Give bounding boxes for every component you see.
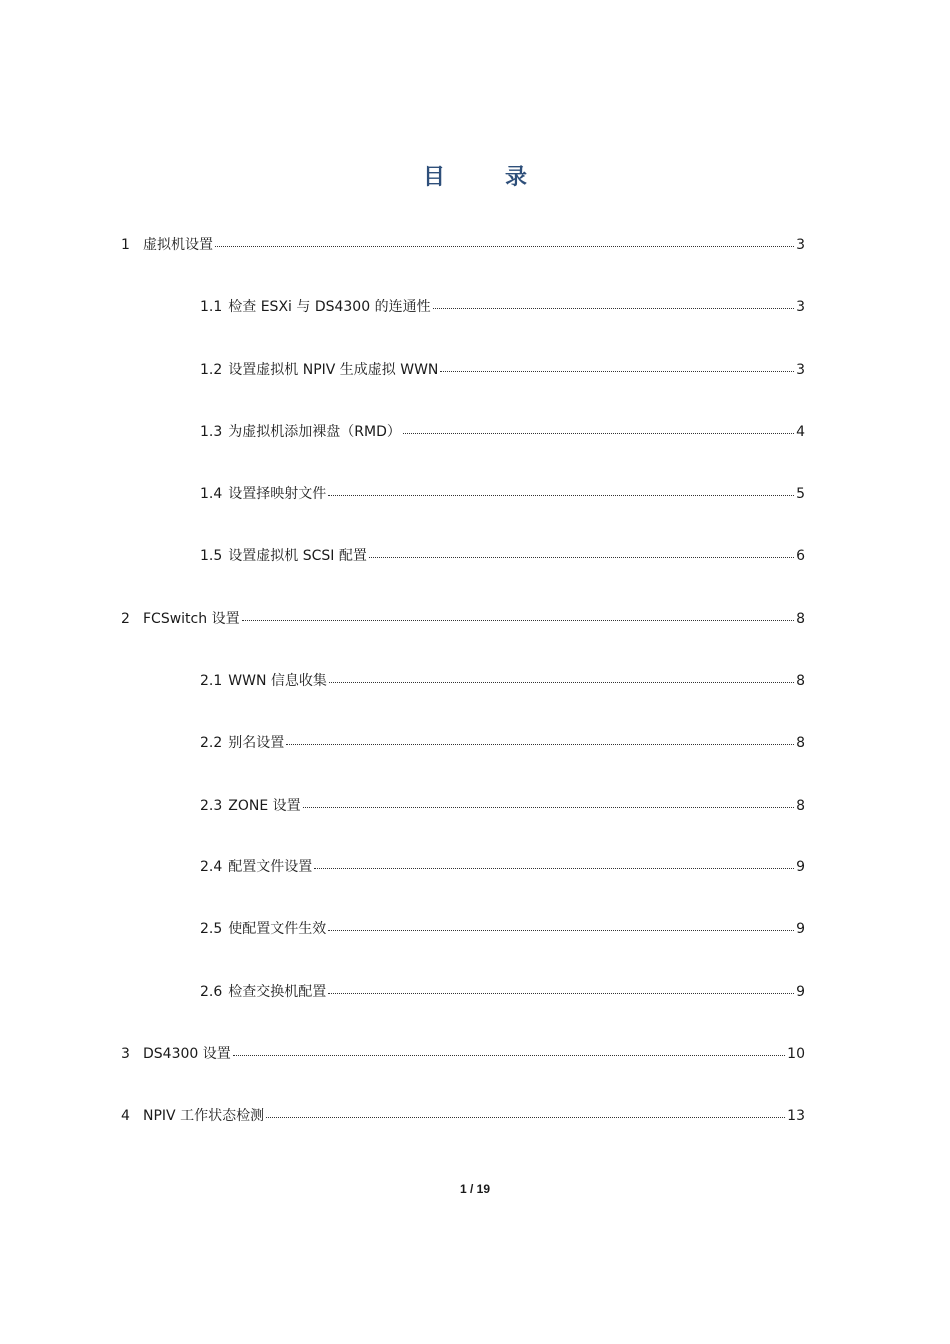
toc-entry-label: 使配置文件生效 (228, 921, 327, 937)
toc-dot-leader (266, 1117, 785, 1118)
toc-dot-leader (440, 371, 794, 372)
toc-entry-2[interactable] (121, 609, 805, 629)
toc-entry-label: WWN 信息收集 (228, 673, 327, 689)
toc-entry-number: 1.1 (200, 299, 223, 315)
toc-entry-label: 设置虚拟机 SCSI 配置 (228, 548, 367, 564)
toc-entry-page: 9 (796, 984, 805, 1000)
toc-entry-3[interactable] (121, 1044, 805, 1064)
toc-entry-label: 别名设置 (228, 735, 285, 751)
toc-dot-leader (242, 620, 795, 621)
toc-entry-2-1[interactable] (200, 671, 805, 691)
toc-entry-page: 8 (796, 611, 805, 627)
toc-dot-leader (233, 1055, 785, 1056)
toc-dot-leader (329, 682, 794, 683)
toc-entry-1-1[interactable] (200, 297, 805, 317)
toc-entry-page: 5 (796, 486, 805, 502)
toc-entry-1-3[interactable] (200, 422, 805, 442)
toc-entry-number: 1 (121, 237, 130, 253)
toc-entry-number: 2.5 (200, 921, 223, 937)
toc-entry-page: 6 (796, 548, 805, 564)
toc-entry-label: 虚拟机设置 (143, 237, 213, 253)
toc-entry-page: 8 (796, 673, 805, 689)
toc-dot-leader (403, 433, 794, 434)
toc-entry-number: 1.3 (200, 424, 223, 440)
toc-entry-number: 4 (121, 1108, 130, 1124)
toc-dot-leader (303, 807, 794, 808)
toc-entry-number: 2.3 (200, 798, 223, 814)
toc-entry-number: 1.4 (200, 486, 223, 502)
toc-entry-label: 检查 ESXi 与 DS4300 的连通性 (228, 299, 431, 315)
toc-entry-4[interactable] (121, 1106, 805, 1126)
toc-title-part-2: 录 (505, 165, 528, 190)
toc-entry-label: ZONE 设置 (228, 798, 301, 814)
toc-dot-leader (328, 495, 794, 496)
toc-entry-number: 2 (121, 611, 130, 627)
toc-entry-2-2[interactable] (200, 733, 805, 753)
toc-entry-number: 2.1 (200, 673, 223, 689)
toc-entry-number: 1.2 (200, 362, 223, 378)
toc-entry-page: 9 (796, 921, 805, 937)
toc-entry-2-4[interactable] (200, 857, 805, 877)
toc-dot-leader (328, 930, 794, 931)
toc-entry-page: 3 (796, 237, 805, 253)
toc-entry-page: 3 (796, 362, 805, 378)
toc-dot-leader (369, 557, 794, 558)
toc-dot-leader (314, 868, 794, 869)
toc-title (0, 160, 950, 191)
toc-title-part-1: 目 (422, 165, 445, 190)
toc-entry-page: 3 (796, 299, 805, 315)
toc-entry-page: 4 (796, 424, 805, 440)
toc-entry-page: 8 (796, 735, 805, 751)
page-indicator: 1 / 19 (459, 1182, 491, 1196)
toc-entry-2-6[interactable] (200, 982, 805, 1002)
toc-entry-page: 9 (796, 859, 805, 875)
toc-entry-2-5[interactable] (200, 919, 805, 939)
toc-entry-page: 13 (787, 1108, 805, 1124)
toc-entry-2-3[interactable] (200, 796, 805, 816)
toc-entry-label: FCSwitch 设置 (143, 611, 240, 627)
toc-dot-leader (433, 308, 795, 309)
toc-entry-number: 2.4 (200, 859, 223, 875)
toc-dot-leader (215, 246, 794, 247)
toc-entry-label: NPIV 工作状态检测 (143, 1108, 265, 1124)
toc-entry-label: 设置择映射文件 (228, 486, 327, 502)
toc-entry-label: 设置虚拟机 NPIV 生成虚拟 WWN (228, 362, 439, 378)
toc-entry-number: 2.2 (200, 735, 223, 751)
toc-dot-leader (286, 744, 794, 745)
toc-entry-1-5[interactable] (200, 546, 805, 566)
toc-entry-label: DS4300 设置 (143, 1046, 231, 1062)
toc-entry-page: 8 (796, 798, 805, 814)
toc-entry-1-2[interactable] (200, 360, 805, 380)
toc-dot-leader (328, 993, 794, 994)
toc-entry-label: 为虚拟机添加裸盘（RMD） (228, 424, 401, 440)
toc-entry-number: 2.6 (200, 984, 223, 1000)
toc-entry-label: 检查交换机配置 (228, 984, 327, 1000)
toc-entry-number: 3 (121, 1046, 130, 1062)
toc-entry-page: 10 (787, 1046, 805, 1062)
toc-entry-1[interactable] (121, 235, 805, 255)
toc-entry-1-4[interactable] (200, 484, 805, 504)
toc-entry-label: 配置文件设置 (228, 859, 313, 875)
toc-entry-number: 1.5 (200, 548, 223, 564)
